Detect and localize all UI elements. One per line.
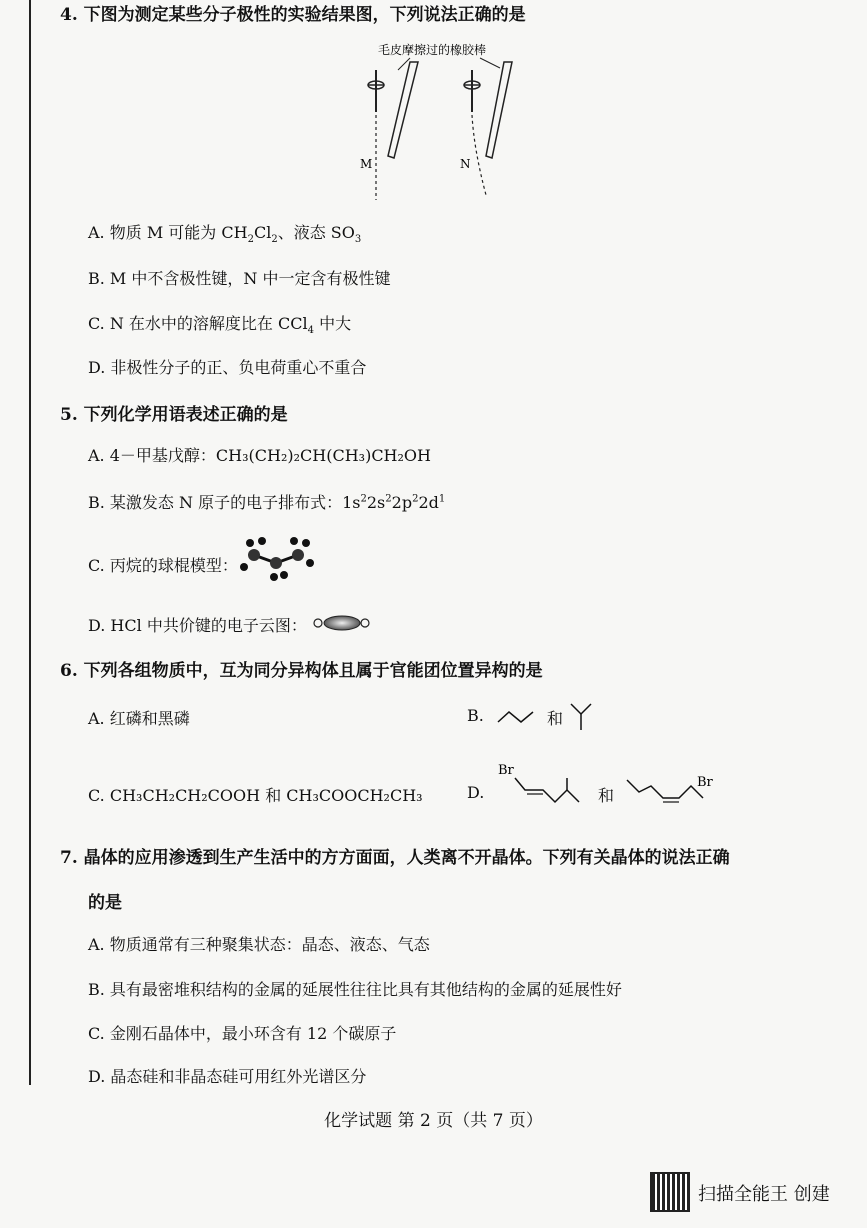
isobutane-skeletal [571, 704, 591, 714]
bromine-label-2: Br [697, 775, 713, 790]
q5-option-d: D. HCl 中共价键的电子云图： [88, 616, 307, 635]
burette-m [368, 70, 384, 200]
q4-option-a: A. 物质 M 可能为 $CH_2Cl_2$、液态 $SO_3$ [88, 223, 362, 246]
q5-option-a: A. 4－甲基戊醇：CH₃(CH₂)₂CH(CH₃)CH₂OH [88, 446, 431, 465]
butane-skeletal [498, 712, 533, 722]
q7-option-b: B. 具有最密堆积结构的金属的延展性往往比具有其他结构的金属的延展性好 [88, 980, 622, 999]
q6-option-d-structures [495, 758, 735, 818]
bromine-label-1: Br [498, 763, 514, 778]
propane-ball-stick-model [236, 533, 316, 585]
polarity-experiment-figure [350, 40, 530, 200]
rubber-rod-n [486, 62, 512, 158]
page-footer: 化学试题 第 2 页（共 7 页） [324, 1111, 543, 1131]
question-6-title: 6. 下列各组物质中，互为同分异构体且属于官能团位置异构的是 [60, 661, 543, 681]
q6-option-c: C. CH₃CH₂CH₂COOH 和 CH₃COOCH₂CH₃ [88, 786, 423, 805]
q5-option-b: B. 某激发态 N 原子的电子排布式：$1s^22s^22p^22d^1$ [88, 493, 446, 512]
q7-option-d: D. 晶态硅和非晶态硅可用红外光谱区分 [88, 1067, 367, 1086]
scanner-watermark-text: 扫描全能王 创建 [698, 1184, 830, 1205]
q7-option-a: A. 物质通常有三种聚集状态：晶态、液态、气态 [88, 935, 430, 954]
q4-option-d: D. 非极性分子的正、负电荷重心不重合 [88, 358, 367, 377]
label-m: M [360, 157, 373, 171]
rubber-rod-m [388, 62, 418, 158]
q5-option-c: C. 丙烷的球棍模型： [88, 556, 238, 575]
q4-option-c: C. N 在水中的溶解度比在 CCl$_4$ 中大 [88, 314, 352, 337]
hcl-electron-cloud-diagram [312, 613, 372, 633]
q6-option-d-and: 和 [598, 786, 615, 805]
rubber-rod-label: 毛皮摩擦过的橡胶棒 [378, 43, 487, 57]
q4-option-b: B. M 中不含极性键，N 中一定含有极性键 [88, 269, 391, 288]
question-5-title: 5. 下列化学用语表述正确的是 [60, 405, 288, 425]
binding-margin-line [29, 0, 31, 1085]
scanner-watermark [650, 1172, 845, 1214]
q7-option-c: C. 金刚石晶体中，最小环含有 12 个碳原子 [88, 1024, 397, 1043]
q6-option-d-label: D. [467, 783, 485, 802]
question-7-title-line2: 的是 [88, 893, 122, 913]
qr-code-icon [650, 1172, 690, 1212]
label-n: N [460, 157, 471, 171]
burette-n [464, 70, 486, 195]
question-4-title: 4. 下图为测定某些分子极性的实验结果图，下列说法正确的是 [60, 5, 526, 25]
q6-option-b-and: 和 [547, 709, 564, 728]
question-7-title-line1: 7. 晶体的应用渗透到生产生活中的方方面面，人类离不开晶体。下列有关晶体的说法正确 [60, 848, 730, 868]
q6-option-a: A. 红磷和黑磷 [88, 709, 190, 728]
q6-option-b-label: B. [467, 706, 484, 725]
